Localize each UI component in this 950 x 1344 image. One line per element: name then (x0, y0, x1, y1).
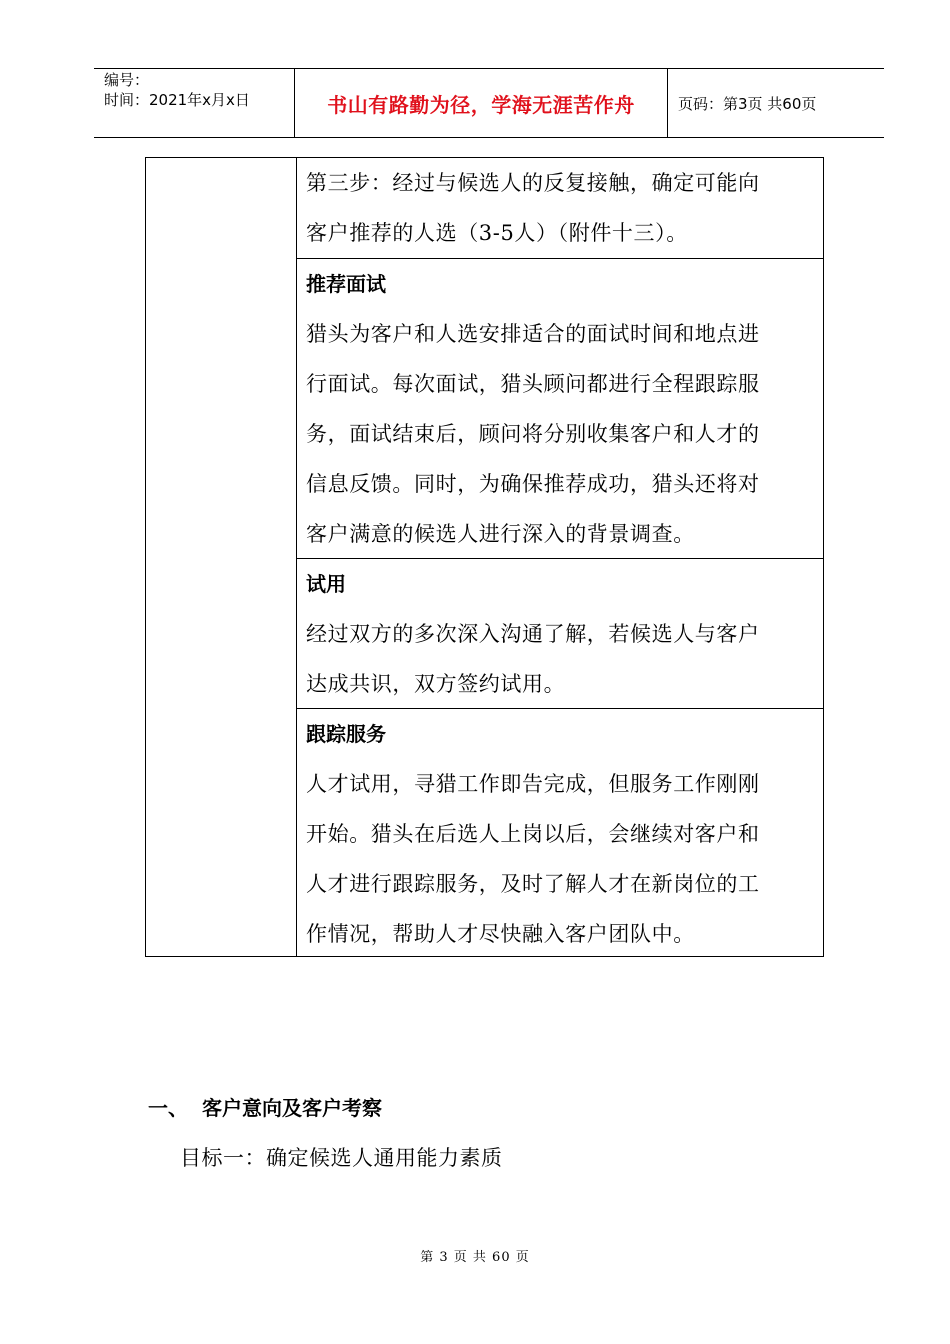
table-row (297, 709, 823, 958)
process-table (145, 157, 824, 957)
row-text-line: 客户推荐的人选（3-5人）（附件十三）。 (306, 221, 688, 245)
row-text-line: 人才进行跟踪服务，及时了解人才在新岗位的工 (306, 872, 760, 896)
table-left-column (146, 158, 297, 956)
header-meta-cell (94, 69, 295, 137)
row-heading: 跟踪服务 (306, 722, 386, 746)
header-page-code: 页码：第3页 共60页 (678, 94, 817, 113)
section-heading (148, 1092, 382, 1121)
row-text-line: 作情况，帮助人才尽快融入客户团队中。 (306, 922, 695, 946)
table-row (297, 559, 823, 709)
row-heading: 推荐面试 (306, 272, 386, 296)
section-number: 一、 (148, 1096, 188, 1120)
header-page-cell (668, 69, 884, 137)
row-text-line: 经过双方的多次深入沟通了解，若候选人与客户 (306, 622, 760, 646)
row-text-line: 达成共识，双方签约试用。 (306, 672, 566, 696)
table-row (297, 158, 823, 259)
row-text-line: 第三步：经过与候选人的反复接触，确定可能向 (306, 171, 760, 195)
row-text-line: 信息反馈。同时，为确保推荐成功，猎头还将对 (306, 472, 760, 496)
row-text-line: 开始。猎头在后选人上岗以后，会继续对客户和 (306, 822, 760, 846)
document-number-label: 编号： (104, 71, 150, 89)
document-time-label: 时间：2021年x月x日 (104, 91, 250, 109)
row-text-line: 客户满意的候选人进行深入的背景调查。 (306, 522, 695, 546)
row-text-line: 猎头为客户和人选安排适合的面试时间和地点进 (306, 322, 760, 346)
header-motto: 书山有路勤为径，学海无涯苦作舟 (327, 92, 635, 117)
page-footer: 第 3 页 共 60 页 (420, 1250, 530, 1265)
row-text-line: 行面试。每次面试，猎头顾问都进行全程跟踪服 (306, 372, 760, 396)
table-row (297, 259, 823, 559)
table-right-column (297, 158, 823, 956)
row-text-line: 人才试用，寻猎工作即告完成，但服务工作刚刚 (306, 772, 760, 796)
section-title: 客户意向及客户考察 (202, 1096, 382, 1120)
header-motto-cell (295, 69, 668, 137)
document-header (94, 68, 884, 138)
row-heading: 试用 (306, 572, 346, 596)
row-text-line: 务，面试结束后，顾问将分别收集客户和人才的 (306, 422, 760, 446)
goal-text: 目标一：确定候选人通用能力素质 (180, 1146, 503, 1170)
